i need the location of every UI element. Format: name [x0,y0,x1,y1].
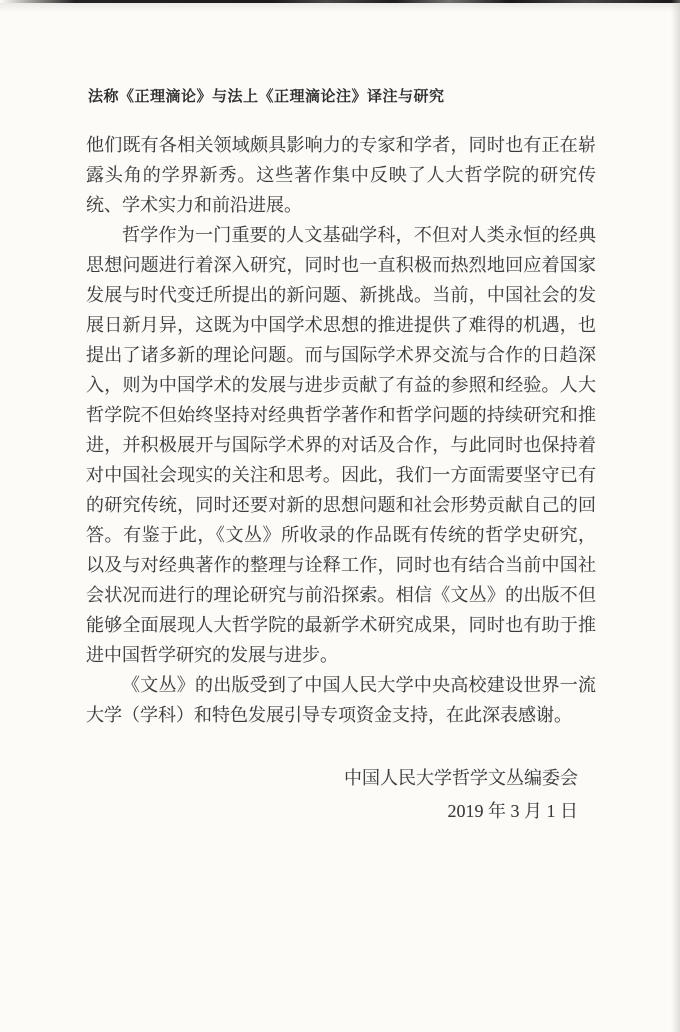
body-text [86,130,596,730]
paragraph-2: 哲学作为一门重要的人文基础学科，不但对人类永恒的经典思想问题进行着深入研究，同时也一直积极而热烈地回应着国家发展与时代变迁所提出的新问题、新挑战。当前，中国社会的发展日新月异，这既为中国学术思想的推进提供了难得的机遇，也提出了诸多新的理论问题。而与国际学术界交流与合作的日趋深入，则为中国学术的发展与进步贡献了有益的参照和经验。人大哲学院不但始终坚持对经典哲学著作和哲学问题的持续研究和推进，并积极展开与国际学术界的对话及合作，与此同时也保持着对中国社会现实的关注和思考。因此，我们一方面需要坚守已有的研究传统，同时还要对新的思想问题和社会形势贡献自己的回答。有鉴于此，《文丛》所收录的作品既有传统的哲学史研究，以及与对经典著作的整理与诠释工作，同时也有结合当前中国社会状况而进行的理论研究与前沿探索。相信《文丛》的出版不但能够全面展现人大哲学院的最新学术研究成果，同时也有助于推进中国哲学研究的发展与进步。 [86,225,596,665]
signature-block [86,762,596,828]
signature-line: 中国人民大学哲学文丛编委会 [344,768,578,788]
paragraph-3: 《文丛》的出版受到了中国人民大学中央高校建设世界一流大学（学科）和特色发展引导专项资金支持，在此深表感谢。 [86,675,596,725]
paragraph-1: 他们既有各相关领域颇具影响力的专家和学者，同时也有正在崭露头角的学界新秀。这些著作集中反映了人大哲学院的研究传统、学术实力和前沿进展。 [86,135,596,215]
date-line: 2019 年 3 月 1 日 [447,801,578,821]
page-edge-shadow-right [671,0,680,1032]
scan-shadow-top [0,3,680,12]
running-header: 法称《正理滴论》与法上《正理滴论注》译注与研究 [88,89,445,105]
